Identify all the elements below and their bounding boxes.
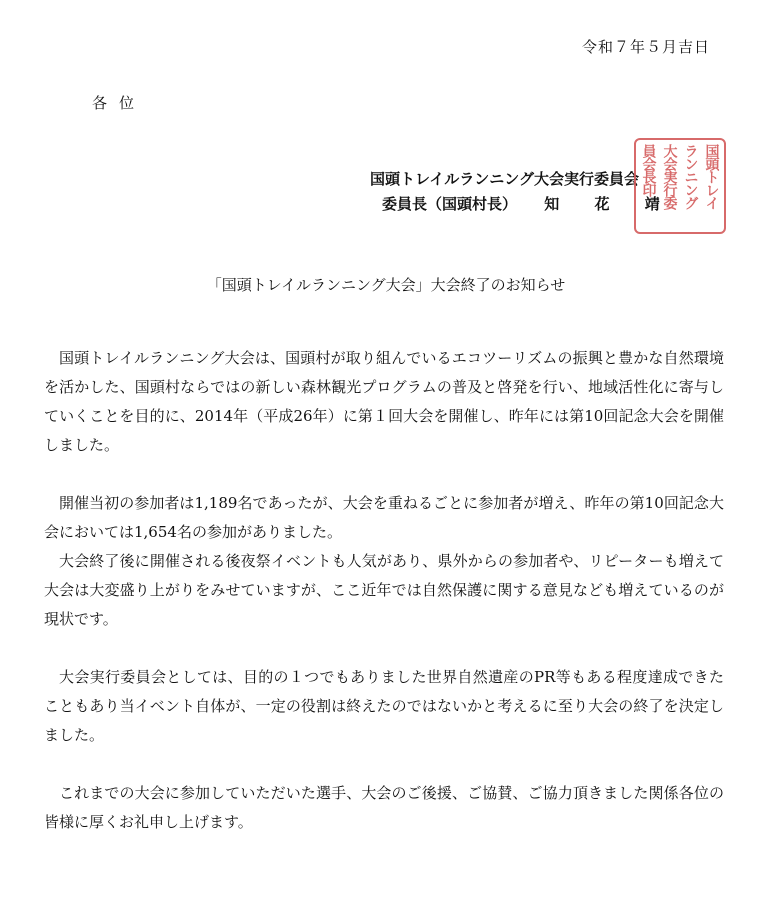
official-seal-stamp [634,138,726,234]
body-paragraph: 国頭トレイルランニング大会は、国頭村が取り組んでいるエコツーリズムの振興と豊かな自然環境を活かした、国頭村ならではの新しい森林観光プログラムの普及と啓発を行い、地域活性化に寄与していくことを目的に、2014年（平成26年）に第１回大会を開催し、昨年には第10回記念大会を開催しました。 [44,349,724,454]
body-paragraph: 大会実行委員会としては、目的の１つでもありました世界自然遺産のPR等もある程度達成できたこともあり当イベント自体が、一定の役割は終えたのではないかと考えるに至り大会の終了を決定しました。 [44,668,724,744]
notice-subject: 「国頭トレイルランニング大会」大会終了のお知らせ [206,276,566,294]
sender-organization: 国頭トレイルランニング大会実行委員会 [370,170,639,188]
seal-text-column: 国頭トレイ [703,144,720,209]
addressee: 各位 [92,94,147,112]
sender-name-char: 靖 [644,195,660,213]
seal-text-column: 大会実行委 [661,144,678,209]
sender-role: 委員長（国頭村長） [382,195,518,213]
notice-body [44,344,724,837]
body-paragraph: これまでの大会に参加していただいた選手、大会のご後援、ご協賛、ご協力頂きました関係各位の皆様に厚くお礼申し上げます。 [44,784,724,831]
body-paragraph: 大会終了後に開催される後夜祭イベントも人気があり、県外からの参加者や、リピーターも増えて大会は大変盛り上がりをみせていますが、ここ近年では自然保護に関する意見なども増えているのが現状です。 [44,552,724,628]
seal-text-column: 員会長印 [640,144,657,196]
seal-text-column: ランニング [682,144,699,209]
body-paragraph: 開催当初の参加者は1,189名であったが、大会を重ねるごとに参加者が増え、昨年の第10回記念大会においては1,654名の参加がありました。 [44,494,724,541]
sender-name-char: 知 [544,195,560,213]
sender-name-char: 花 [594,195,610,213]
issue-date: 令和７年５月吉日 [581,38,710,56]
